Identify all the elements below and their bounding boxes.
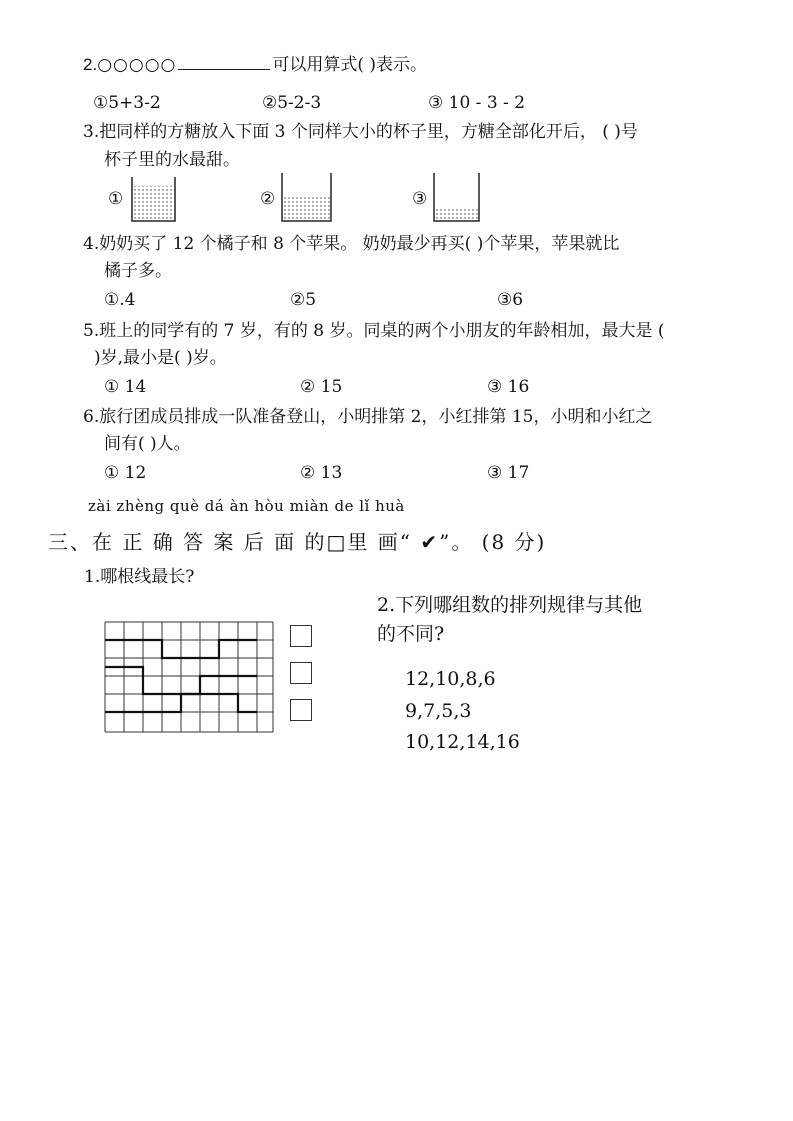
q5-option-2[interactable]: ② 15 [300, 377, 343, 397]
q4-option-3[interactable]: ③6 [497, 290, 524, 310]
sequence-1: 12,10,8,6 [405, 668, 496, 690]
q2-blank[interactable] [178, 55, 270, 70]
q6-line1: 6.旅行团成员排成一队准备登山，小明排第 2，小红排第 15，小明和小红之 [83, 407, 653, 427]
cup-2-water [282, 195, 331, 221]
q2-number: 2. [83, 55, 98, 74]
beaker-3-icon [432, 173, 482, 223]
cup-3-water [434, 208, 479, 221]
q6-option-1[interactable]: ① 12 [104, 463, 147, 483]
q6-option-2[interactable]: ② 13 [300, 463, 343, 483]
q2-option-3[interactable]: ③ 10 - 3 - 2 [428, 93, 526, 113]
q3-cup-label-2[interactable]: ② [260, 189, 276, 209]
line-c [105, 694, 257, 712]
q3-line1: 3.把同样的方糖放入下面 3 个同样大小的杯子里，方糖全部化开后， ( )号 [83, 122, 638, 142]
q3-cup-label-3[interactable]: ③ [412, 189, 428, 209]
q6-option-3[interactable]: ③ 17 [487, 463, 530, 483]
section3-pinyin: zài zhèng què dá àn hòu miàn de lǐ huà [88, 497, 405, 515]
q5-option-3[interactable]: ③ 16 [487, 377, 530, 397]
q2-suffix: 可以用算式( )表示。 [272, 55, 428, 75]
q5-line1: 5.班上的同学有的 7 岁，有的 8 岁。同桌的两个小朋友的年龄相加，最大是 ( [83, 321, 665, 341]
q3-line2: 杯子里的水最甜。 [104, 150, 240, 170]
section3-q2-line2: 的不同? [377, 623, 445, 645]
q2-option-2[interactable]: ②5-2-3 [262, 93, 322, 113]
line-length-grid [100, 620, 278, 735]
cup-1-water [132, 186, 175, 221]
sequence-2: 9,7,5,3 [405, 700, 472, 722]
q4-line2: 橘子多。 [104, 261, 172, 281]
beaker-1-icon [130, 177, 178, 223]
q2-stem [83, 53, 427, 77]
q2-circles: ○○○○○ [97, 55, 177, 75]
q2-option-1[interactable]: ①5+3-2 [93, 93, 161, 113]
answer-box-3[interactable] [290, 699, 312, 721]
q5-line2: )岁,最小是( )岁。 [94, 348, 227, 368]
answer-box-1[interactable] [290, 625, 312, 647]
q6-line2: 间有( )人。 [104, 434, 191, 454]
q4-option-1[interactable]: ①.4 [104, 290, 136, 310]
q3-cup-label-1[interactable]: ① [108, 189, 124, 209]
q4-option-2[interactable]: ②5 [290, 290, 317, 310]
section3-q2-line1: 2.下列哪组数的排列规律与其他 [377, 594, 643, 616]
sequence-3: 10,12,14,16 [405, 731, 520, 753]
q5-option-1[interactable]: ① 14 [104, 377, 147, 397]
section3-q1-prompt: 1.哪根线最长? [84, 567, 195, 587]
section3-title: 三、在 正 确 答 案 后 面 的□里 画“ ✔”。 (8 分) [48, 530, 547, 554]
answer-box-2[interactable] [290, 662, 312, 684]
q4-line1: 4.奶奶买了 12 个橘子和 8 个苹果。 奶奶最少再买( )个苹果，苹果就比 [83, 234, 620, 254]
beaker-2-icon [280, 173, 334, 223]
